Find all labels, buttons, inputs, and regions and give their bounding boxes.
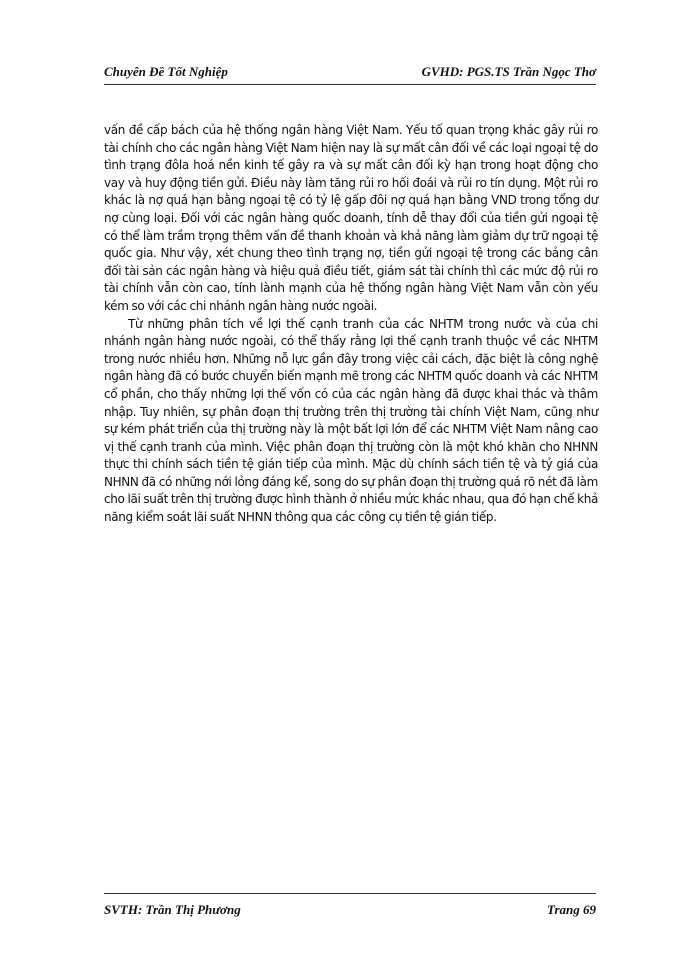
header-document-title: Chuyên Đề Tốt Nghiệp [104, 64, 228, 79]
body-paragraph-2: Từ những phân tích về lợi thế cạnh tranh của các NHTM trong nước và của chi nhánh ngân hàng nước ngoài, có thể thấy rằng lợi thế cạnh tranh thuộc về các NHTM trong nước nhiều hơn. Những nỗ lực gần đây trong việc cải cách, đặc biệt là công nghệ ngân hàng đã có bước chuyển biến mạnh mẽ trong các NHTM quốc doanh và các NHTM cổ phần, cho thấy những lợi thế vốn có của các ngân hàng đã được khai thác và thâm nhập. Tuy nhiên, sự phân đoạn thị trường trên thị trường tài chính Việt Nam, cũng như sự kém phát triển của thị trường này là một bất lợi lớn để các NHTM Việt Nam nâng cao vị thế cạnh tranh của mình. Việc phân đoạn thị trường còn là một khó khăn cho NHNN thực thi chính sách tiền tệ gián tiếp của mình. Mặc dù chính sách tiền tệ và tỷ giá của NHNN đã có những nới lỏng đáng kể, song do sự phân đoạn thị trường quá rõ nét đã làm cho lãi suất trên thị trường được hình thành ở nhiều mức khác nhau, qua đó hạn chế khả năng kiểm soát lãi suất NHNN thông qua các công cụ tiền tệ gián tiếp. [104, 316, 598, 525]
footer-author: SVTH: Trần Thị Phương [104, 902, 241, 917]
page-footer [104, 902, 596, 920]
body-paragraph-1: vấn đề cấp bách của hệ thống ngân hàng Việt Nam. Yếu tố quan trọng khác gây rủi ro tài chính cho các ngân hàng Việt Nam hiện nay là sự mất cân đối về các loại ngoại tệ do tình trạng đôla hoá nền kinh tế gây ra và sự mất cân đối kỳ hạn trong hoạt động cho vay và huy động tiền gửi. Điều này làm tăng rủi ro hối đoái và rủi ro tín dụng. Một rủi ro khác là nợ quá hạn bằng ngoại tệ có tỷ lệ gấp đôi nợ quá hạn bằng VND trong tổng dư nợ cùng loại. Đối với các ngân hàng quốc doanh, tính dễ thay đổi của tiền gửi ngoại tệ có thể làm trầm trọng thêm vấn đề thanh khoản và khả năng làm giảm dự trữ ngoại tệ quốc gia. Như vậy, xét chung theo tình trạng nợ, tiền gửi ngoại tệ trong các bảng cân đối tài sản các ngân hàng và hiệu quả điều tiết, giám sát tài chính thì các mức độ rủi ro tài chính vẫn còn cao, tính lành mạnh của hệ thống ngân hàng Việt Nam vẫn còn yếu kém so với các chi nhánh ngân hàng nước ngoài. [104, 123, 598, 313]
page-header [104, 62, 596, 85]
page-body [104, 122, 598, 527]
header-advisor: GVHD: PGS.TS Trần Ngọc Thơ [421, 64, 596, 79]
footer-page-number: Trang 69 [547, 902, 596, 917]
footer-divider [104, 893, 596, 894]
